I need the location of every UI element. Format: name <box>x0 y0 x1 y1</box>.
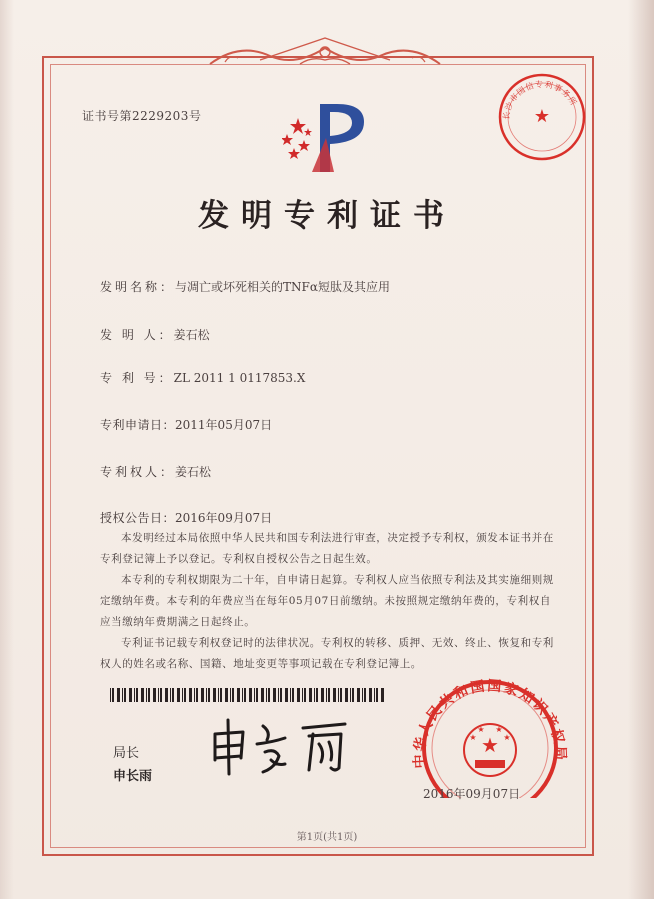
paragraph-legal-status: 专利证书记载专利权登记时的法律状况。专利权的转移、质押、无效、终止、恢复和专利权人的姓名或名称、国籍、地址变更等事项记载在专利登记簿上。 <box>100 637 554 670</box>
agency-seal-text: 长沙市国信专利事务所 <box>501 79 579 121</box>
field-label: 专 利 号： <box>100 371 174 385</box>
seal-date: 2016年09月07日 <box>423 787 521 801</box>
field-value: 2011年05月07日 <box>175 418 273 432</box>
top-ornament <box>200 34 450 74</box>
barcode <box>110 688 390 702</box>
paragraph-term-fees: 本专利的专利权期限为二十年，自申请日起算。专利权人应当依照专利法及其实施细则规定缴纳年费。本专利的年费应当在每年05月07日前缴纳。未按照规定缴纳年费的，专利权自应当缴纳年费期满之日起终止。 <box>100 574 554 628</box>
field-label: 专利权人： <box>100 465 176 479</box>
svg-text:★: ★ <box>533 106 551 127</box>
field-value: ZL 2011 1 0117853.X <box>173 371 306 385</box>
official-seal-text: 中华人民共和国国家知识产权局 <box>411 678 569 769</box>
field-label: 发 明 人： <box>100 328 174 342</box>
field-value: 与凋亡或坏死相关的TNFα短肽及其应用 <box>175 280 390 294</box>
svg-text:★: ★ <box>481 733 499 757</box>
paragraph-grant-statement: 本发明经过本局依照中华人民共和国专利法进行审查，决定授予专利权，颁发本证书并在专利登记簿上予以登记。专利权自授权公告之日起生效。 <box>100 532 554 565</box>
agency-seal <box>495 70 590 165</box>
certificate-number: 证书号第2229203号 <box>82 109 202 123</box>
field-value: 2016年09月07日 <box>175 511 273 525</box>
official-seal <box>395 668 585 798</box>
director-name: 申长雨 <box>113 769 153 784</box>
page-number: 第1页(共1页) <box>296 832 358 843</box>
svg-text:★: ★ <box>477 725 485 734</box>
svg-text:★: ★ <box>503 733 511 742</box>
certificate-title: 发明专利证书 <box>198 198 456 234</box>
field-label: 授权公告日： <box>100 511 176 525</box>
field-application-date <box>100 416 272 433</box>
field-value: 姜石松 <box>175 465 212 479</box>
field-inventor <box>100 326 210 343</box>
patent-office-logo <box>282 98 377 178</box>
field-patent-number <box>100 369 305 386</box>
director-signature <box>205 712 355 782</box>
field-label: 发明名称： <box>100 280 176 294</box>
page-edge-left <box>0 0 14 899</box>
field-value: 姜石松 <box>173 328 210 342</box>
field-invention-name <box>100 278 390 295</box>
field-label: 专利申请日： <box>100 418 176 432</box>
field-grant-date <box>100 509 272 526</box>
director-title: 局长 <box>113 746 140 761</box>
page-edge-right <box>628 0 654 899</box>
svg-text:★: ★ <box>495 725 503 734</box>
svg-text:★: ★ <box>469 733 477 742</box>
field-patentee <box>100 463 211 480</box>
